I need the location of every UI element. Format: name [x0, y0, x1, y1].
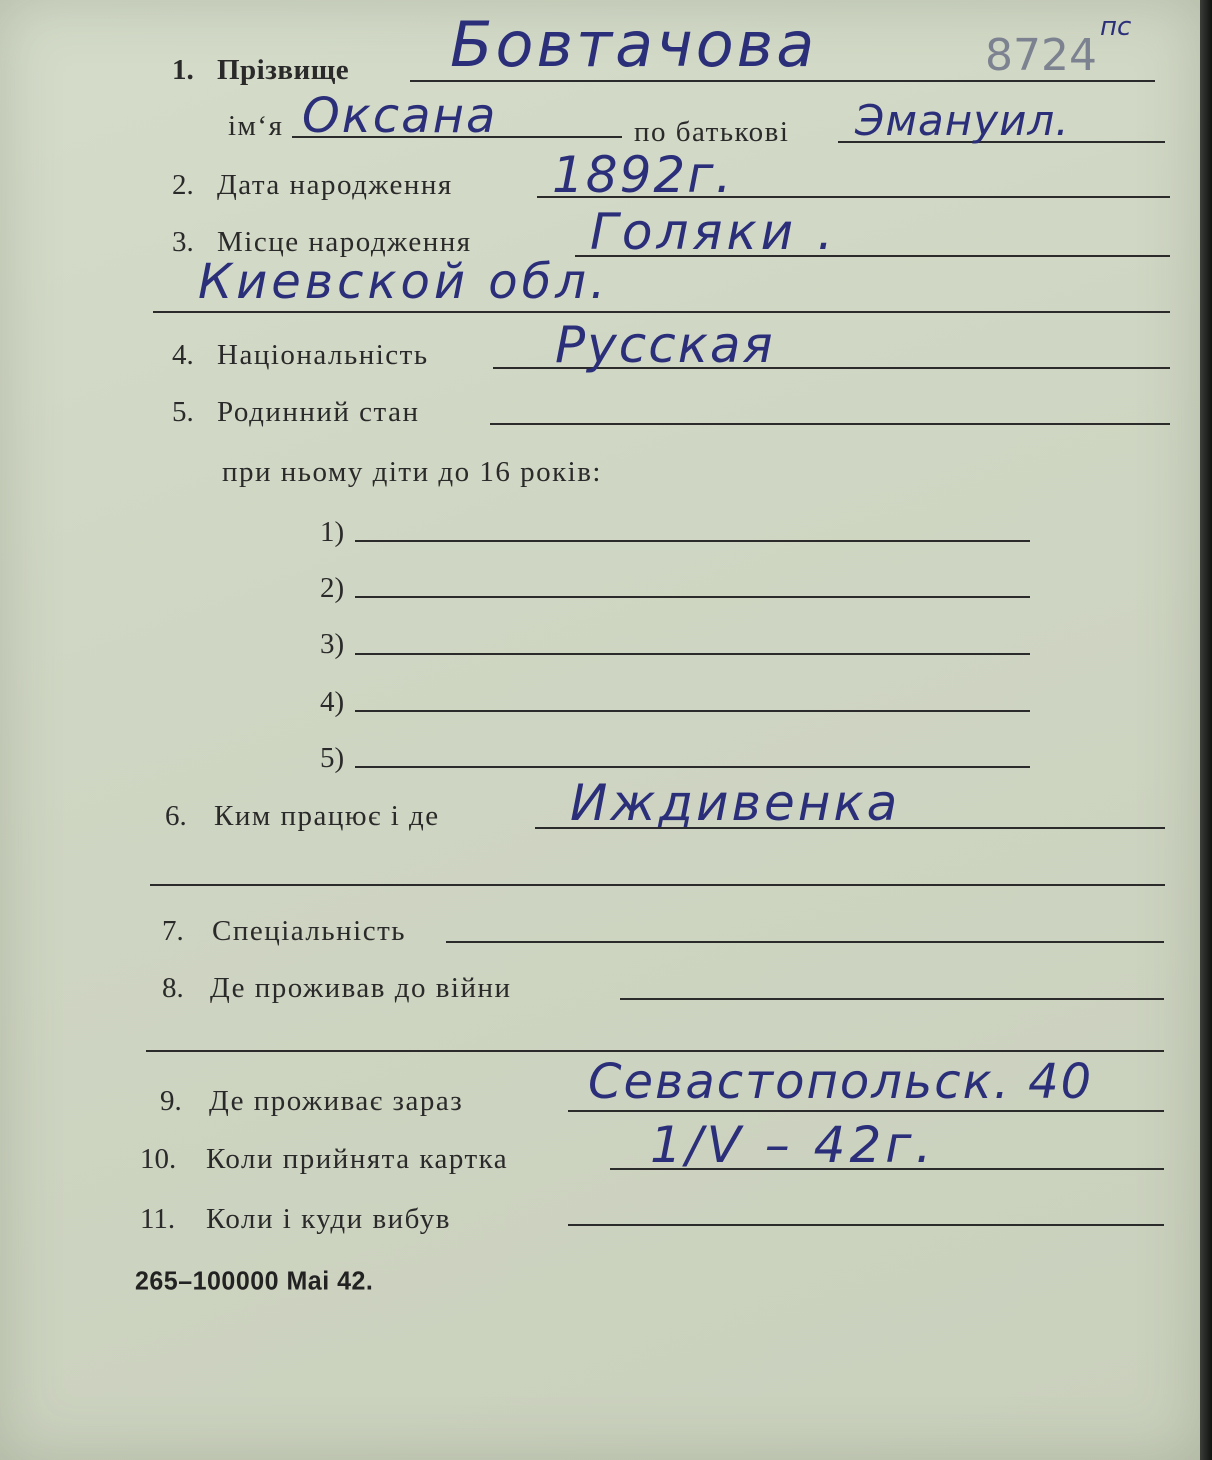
- field-1b-label: ім‘я: [228, 110, 284, 142]
- field-1c-label: по батькові: [634, 116, 790, 148]
- field-3-label: Місце народження: [217, 226, 472, 258]
- scan-edge: [1200, 0, 1212, 1460]
- field-5-number: 5.: [172, 396, 194, 428]
- field-10-number: 10.: [140, 1143, 177, 1175]
- child-2-number: 2): [320, 572, 345, 604]
- field-8-label: Де проживав до війни: [210, 972, 512, 1004]
- field-1-number: 1.: [172, 54, 194, 86]
- field-1-stamp: 8724: [985, 30, 1097, 81]
- child-1-number: 1): [320, 516, 345, 548]
- child-5-number: 5): [320, 742, 345, 774]
- field-6-line-2: [150, 884, 1165, 886]
- child-3-number: 3): [320, 628, 345, 660]
- field-1b-value: Оксана: [302, 88, 498, 144]
- field-9-value: Севастопольск. 40: [588, 1054, 1094, 1110]
- field-1-value: Бовтачова: [450, 8, 818, 81]
- field-10-label: Коли прийнята картка: [206, 1143, 509, 1175]
- child-4-number: 4): [320, 686, 345, 718]
- field-6-number: 6.: [165, 800, 187, 832]
- field-5-subtitle: при ньому діти до 16 років:: [222, 456, 602, 488]
- field-8-line-2: [146, 1050, 1164, 1052]
- field-11-number: 11.: [140, 1203, 176, 1235]
- child-4-line: [355, 710, 1030, 712]
- field-3-number: 3.: [172, 226, 194, 258]
- field-7-number: 7.: [162, 915, 184, 947]
- field-1c-value: Эмануил.: [855, 96, 1070, 145]
- field-4-value: Русская: [555, 316, 775, 374]
- field-8-number: 8.: [162, 972, 184, 1004]
- field-3-value: Голяки .: [590, 203, 837, 261]
- field-5-line: [490, 423, 1170, 425]
- field-6-value: Иждивенка: [570, 774, 901, 832]
- child-5-line: [355, 766, 1030, 768]
- field-11-label: Коли і куди вибув: [206, 1203, 451, 1235]
- field-10-value: 1/V – 42г.: [650, 1116, 936, 1174]
- field-7-line: [446, 941, 1164, 943]
- field-11-line: [568, 1224, 1164, 1226]
- field-2-label: Дата народження: [217, 169, 453, 201]
- field-4-label: Національність: [217, 339, 429, 371]
- child-3-line: [355, 653, 1030, 655]
- field-9-line: [568, 1110, 1164, 1112]
- field-9-label: Де проживає зараз: [209, 1085, 464, 1117]
- field-3-value-2: Киевской обл.: [198, 254, 610, 310]
- field-5-label: Родинний стан: [217, 396, 420, 428]
- field-8-line: [620, 998, 1164, 1000]
- field-1-label: Прізвище: [217, 54, 350, 86]
- field-9-number: 9.: [160, 1085, 182, 1117]
- child-2-line: [355, 596, 1030, 598]
- field-2-value: 1892г.: [552, 146, 734, 204]
- field-1-stamp-sup: пс: [1100, 12, 1132, 42]
- field-2-number: 2.: [172, 169, 194, 201]
- field-4-number: 4.: [172, 339, 194, 371]
- field-3-line-2: [153, 311, 1170, 313]
- printer-imprint: 265–100000 Mai 42.: [135, 1266, 374, 1296]
- field-6-label: Ким працює і де: [214, 800, 440, 832]
- field-7-label: Спеціальність: [212, 915, 406, 947]
- child-1-line: [355, 540, 1030, 542]
